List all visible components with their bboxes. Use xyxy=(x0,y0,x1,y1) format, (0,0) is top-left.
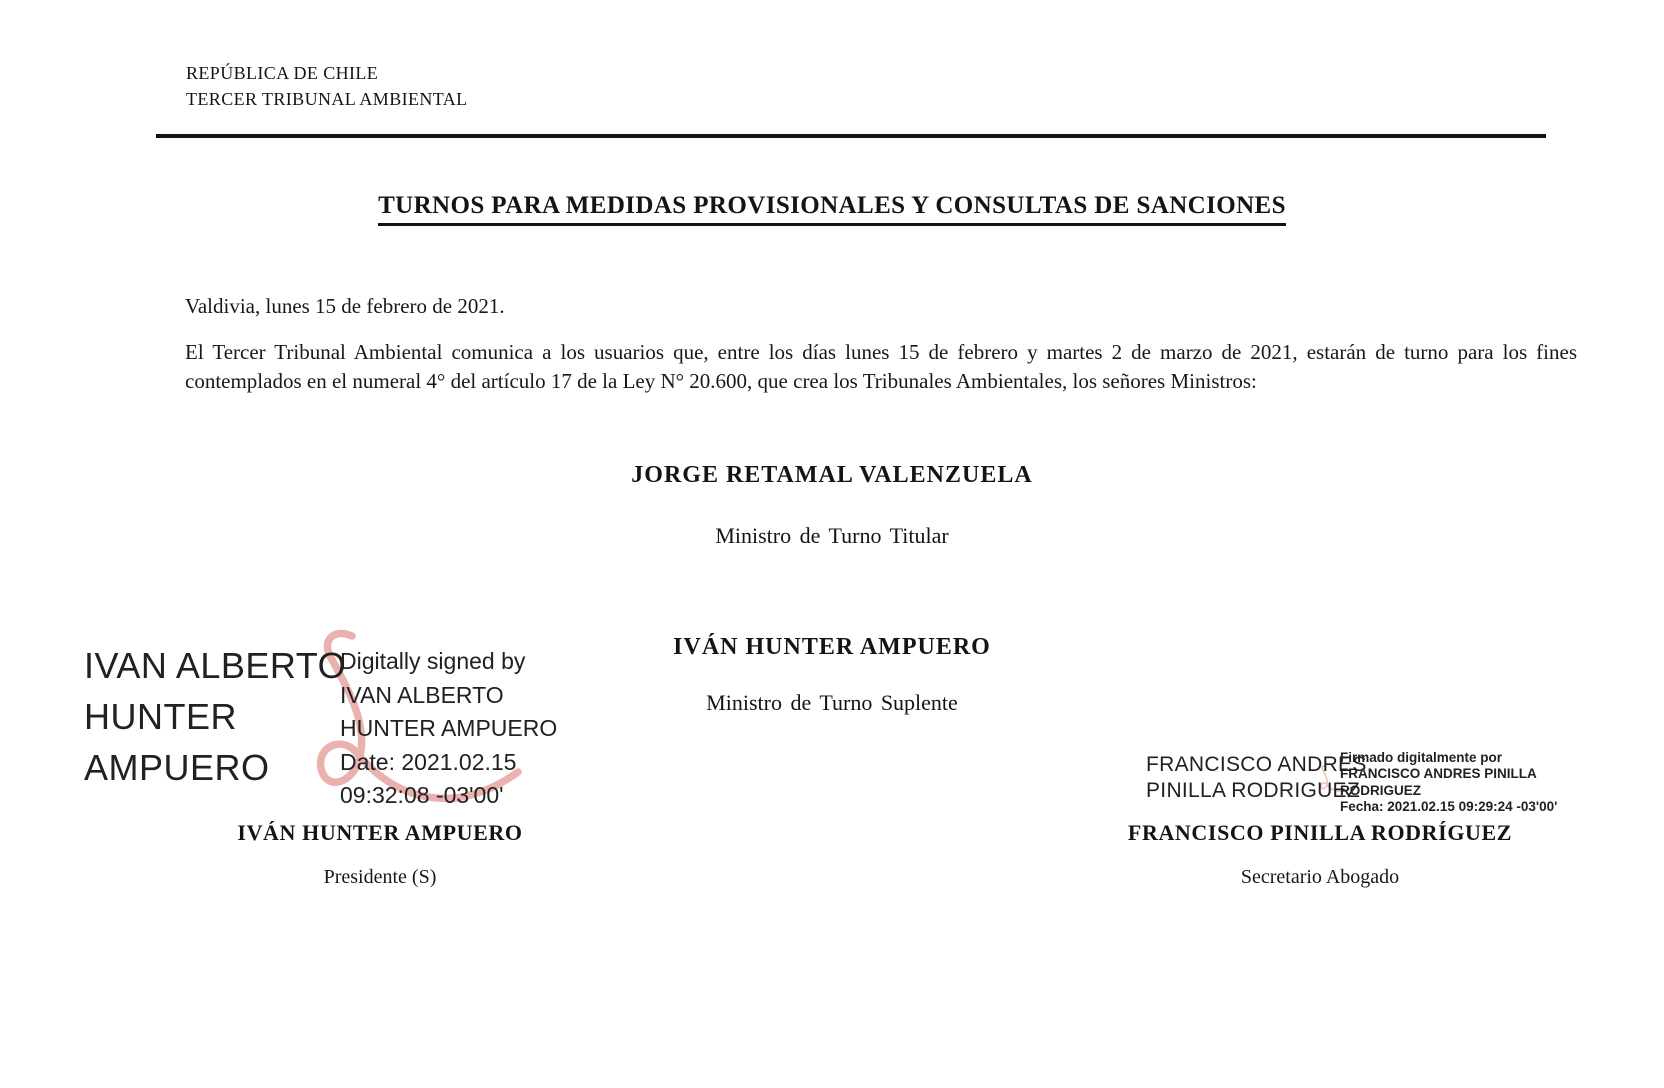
title-row xyxy=(0,192,1664,226)
left-stamp-detail-line: Date: 2021.02.15 xyxy=(340,748,517,775)
left-signer-role: Presidente (S) xyxy=(323,866,437,888)
left-stamp-name-line: AMPUERO xyxy=(84,747,270,788)
right-stamp-signer-name xyxy=(1146,752,1367,803)
minister-titular-name: JORGE RETAMAL VALENZUELA xyxy=(631,462,1033,488)
left-stamp-detail-line: 09:32:08 -03'00' xyxy=(340,782,504,808)
right-stamp-detail-line: Firmado digitalmente por xyxy=(1340,750,1503,765)
right-signer-printed-name: FRANCISCO PINILLA RODRÍGUEZ xyxy=(1127,820,1513,845)
right-stamp-name-line: PINILLA RODRIGUEZ xyxy=(1146,778,1360,802)
letterhead-line-tribunal: TERCER TRIBUNAL AMBIENTAL xyxy=(186,89,468,109)
left-stamp-details xyxy=(340,645,557,813)
letterhead-divider xyxy=(156,134,1546,138)
letterhead-line-republic: REPÚBLICA DE CHILE xyxy=(186,63,379,83)
right-stamp-details xyxy=(1340,750,1557,815)
minister-suplente-name: IVÁN HUNTER AMPUERO xyxy=(673,634,991,660)
body-paragraph: El Tercer Tribunal Ambiental comunica a los usuarios que, entre los días lunes 15 de febrero y martes 2 de marzo de 2021, estarán de turno para los fines contemplados en el numeral 4° del artículo 17 de la Ley N° 20.600, que crea los Tribunales Ambientales, los señores Ministros: xyxy=(185,340,1577,393)
right-stamp-detail-line: RODRIGUEZ xyxy=(1340,782,1421,798)
dateline: Valdivia, lunes 15 de febrero de 2021. xyxy=(185,294,505,318)
minister-suplente-role: Ministro de Turno Suplente xyxy=(706,690,958,715)
left-stamp-detail-line: Digitally signed by xyxy=(340,648,526,674)
left-stamp-signer-name xyxy=(84,640,346,793)
left-signer-printed-name: IVÁN HUNTER AMPUERO xyxy=(237,820,523,845)
letterhead xyxy=(186,60,468,112)
minister-titular-role: Ministro de Turno Titular xyxy=(715,523,949,548)
left-stamp-detail-line: HUNTER AMPUERO xyxy=(340,715,558,741)
right-stamp-name-line: FRANCISCO ANDRES xyxy=(1146,753,1367,776)
right-signer-role: Secretario Abogado xyxy=(1240,866,1400,888)
left-stamp-name-line: IVAN ALBERTO xyxy=(84,645,347,686)
document-title: TURNOS PARA MEDIDAS PROVISIONALES Y CONSULTAS DE SANCIONES xyxy=(378,192,1286,226)
left-stamp-name-line: HUNTER xyxy=(84,696,237,737)
left-stamp-detail-line: IVAN ALBERTO xyxy=(340,681,504,708)
right-stamp-detail-line: FRANCISCO ANDRES PINILLA xyxy=(1340,766,1537,782)
right-stamp-detail-line: Fecha: 2021.02.15 09:29:24 -03'00' xyxy=(1340,798,1558,814)
